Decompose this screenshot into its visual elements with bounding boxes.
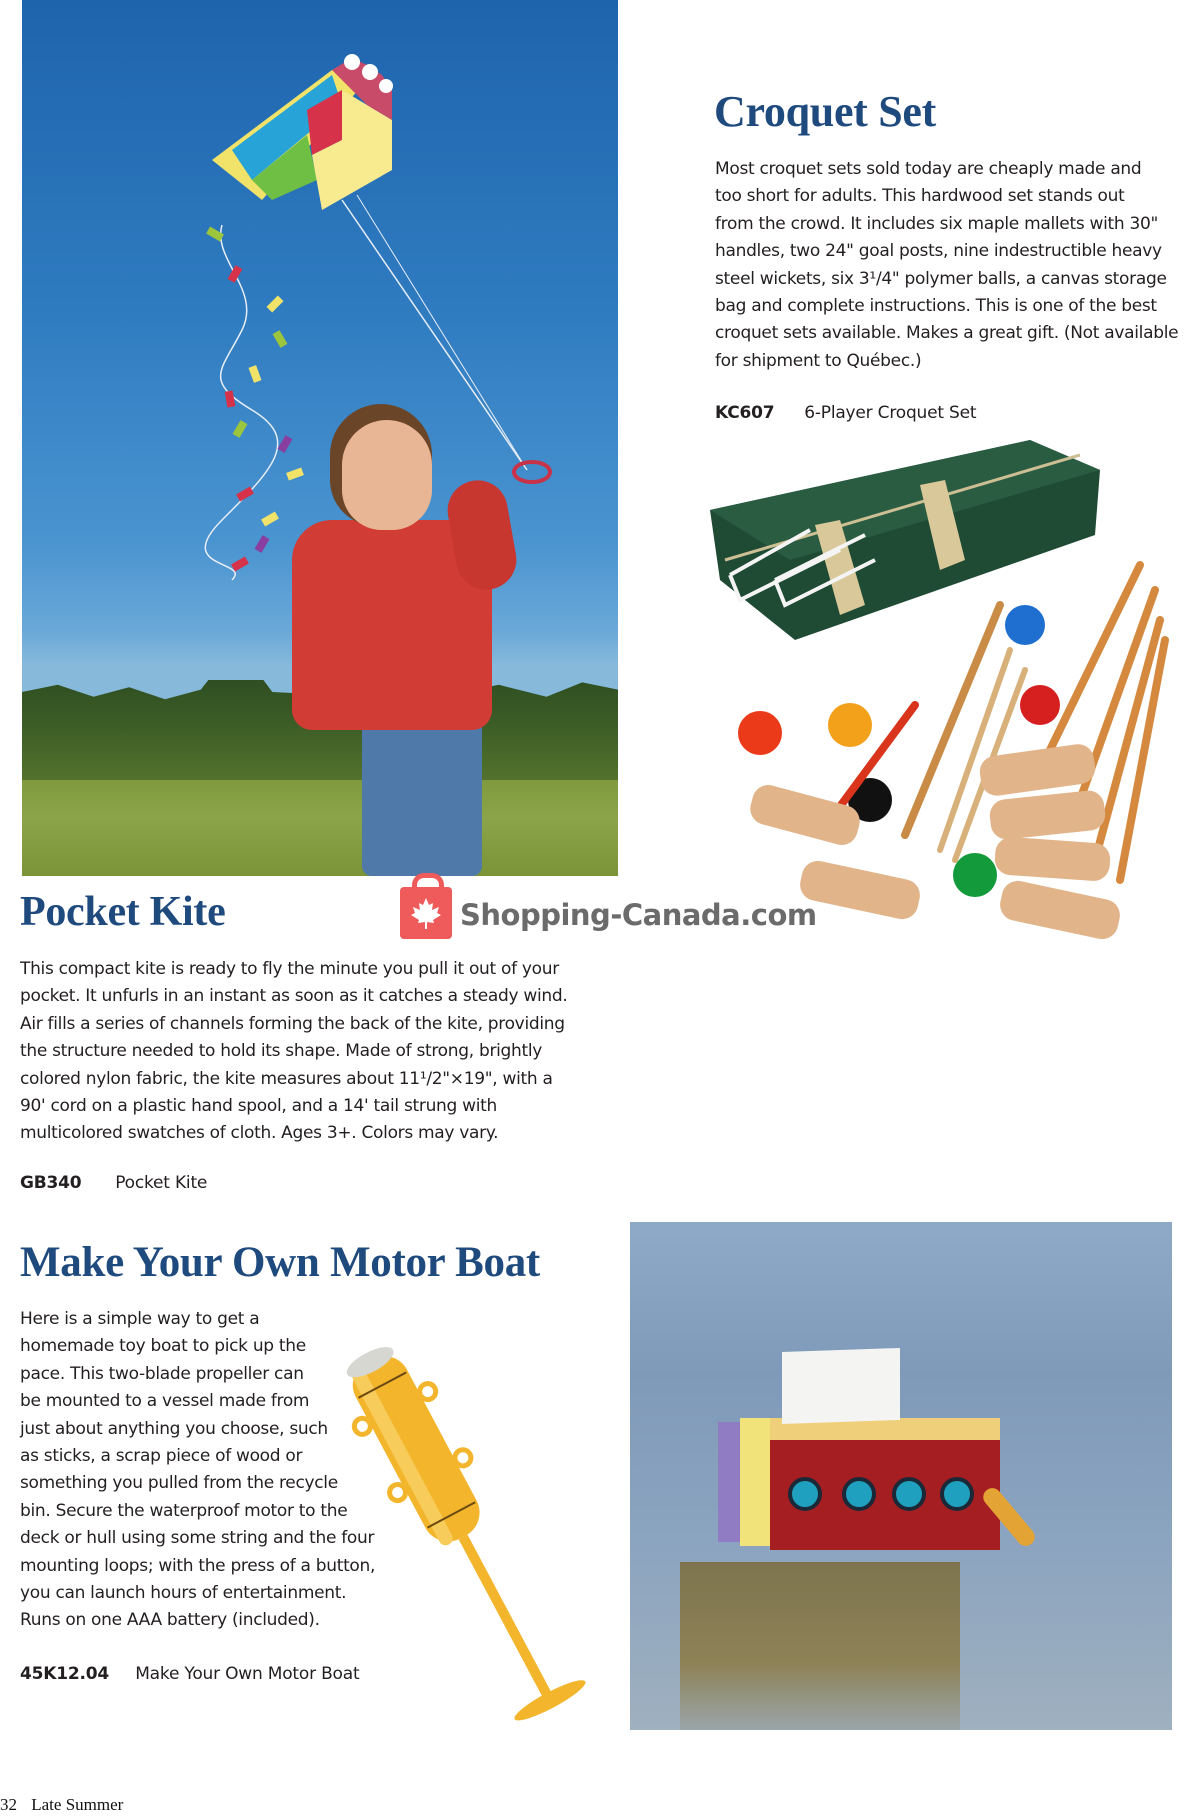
shopping-bag-maple-leaf-icon: [400, 887, 452, 939]
kite-description: This compact kite is ready to fly the minute you pull it out of your pocket. It unfurls in an instant as soon as it catches a steady wind. Air fills a series of channels forming the back of the kite, providing the structure needed to hold its shape. Made of strong, brightly colored nylon fabric, the kite measures about 11¹/2"×19", with a 90' cord on a plastic hand spool, and a 14' tail strung with multicolored swatches of cloth. Ages 3+. Colors may vary.: [20, 959, 568, 1144]
porthole-icon: [940, 1477, 974, 1511]
page-footer: [0, 1795, 123, 1815]
porthole-icon: [842, 1477, 876, 1511]
motor-boat-sku-row: [20, 1664, 359, 1684]
boat-reflection: [680, 1562, 960, 1730]
page-number: 32: [0, 1795, 17, 1814]
kite-sku: GB340: [20, 1173, 82, 1193]
croquet-sku: KC607: [715, 403, 775, 423]
croquet-title: Croquet Set: [714, 87, 936, 136]
watermark: [400, 875, 817, 941]
kite-title: Pocket Kite: [20, 889, 226, 935]
kite-photo: [22, 0, 618, 876]
porthole-icon: [892, 1477, 926, 1511]
croquet-sku-row: [715, 403, 976, 423]
section-name: Late Summer: [31, 1795, 124, 1814]
motor-boat-sku: 45K12.04: [20, 1664, 110, 1684]
boat-hull-yellow: [740, 1418, 770, 1546]
kite-tail-swatches: [206, 227, 304, 572]
porthole-icon: [788, 1477, 822, 1511]
kid-head: [342, 420, 432, 530]
motor-boat-product-name: Make Your Own Motor Boat: [135, 1664, 360, 1684]
watermark-text: Shopping-Canada.com: [460, 898, 817, 932]
kite-sku-row: [20, 1173, 207, 1193]
kite-product-name: Pocket Kite: [115, 1173, 208, 1193]
kid-jeans: [362, 710, 482, 876]
kite-string: [22, 0, 618, 876]
motor-boat-title: Make Your Own Motor Boat: [20, 1239, 540, 1286]
motor-product-photo: [330, 1320, 630, 1740]
boat-cabin: [782, 1348, 900, 1424]
croquet-product-name: 6-Player Croquet Set: [804, 403, 977, 423]
maple-leaf-icon: [408, 895, 444, 931]
croquet-description: Most croquet sets sold today are cheaply made and too short for adults. This hardwood set stands out from the crowd. It includes six maple mallets with 30" handles, two 24" goal posts, nine indestructible heavy steel wickets, six 3¹/4" polymer balls, a canvas storage bag and complete instructions. This is one of the best croquet sets available. Makes a great gift. (Not available for shipment to Québec.): [715, 159, 1179, 371]
motor-boat-description: Here is a simple way to get a homemade toy boat to pick up the pace. This two-blade propeller can be mounted to a vessel made from just about anything you choose, such as sticks, a scrap piece of wood or something you pulled from the recycle bin. Secure the waterproof motor to the deck or hull using some string and the four mounting loops; with the press of a button, you can launch hours of entertainment. Runs on one AAA battery (included).: [20, 1309, 376, 1631]
boat-photo: [630, 1222, 1172, 1730]
